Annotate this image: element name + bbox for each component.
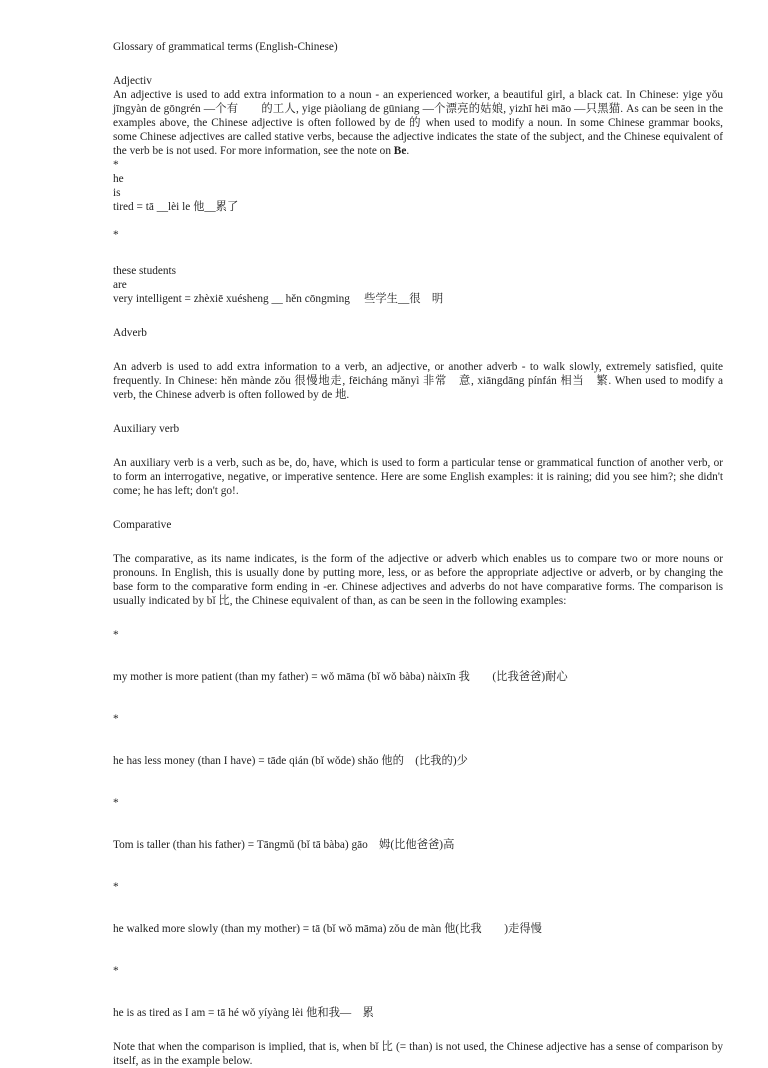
example-star: * [113,881,119,893]
example-line: * [113,159,119,171]
adjective-paragraph-link-be: Be [393,145,407,157]
example-line: he walked more slowly (than my mother) = tā (bǐ wǒ māma) zǒu de màn 他(比我 )走得慢 [113,923,542,935]
example-star: * [113,965,119,977]
example-star: * [113,713,119,725]
example-line: tired = tā __lèi le 他__累了 [113,201,239,213]
section-heading-auxiliary-verb: Auxiliary verb [113,423,180,435]
example-line: are [113,279,127,291]
document-page [113,40,723,1068]
adjective-paragraph [113,88,723,158]
example-star: * [113,629,119,641]
example-star: * [113,229,119,241]
comparative-paragraph: The comparative, as its name indicates, is the form of the adjective or adverb which enables us to compare two or more nouns or pronouns. In English, this is usually done by putting more, less, or as before the appropriate adjective or adverb, or by changing the base form to the comparative form ending in -er. Chinese adjectives and adverbs do not have comparative forms. The comparison is usually indicated by bǐ 比, the Chinese equivalent of than, as can be seen in the following examples: [113,553,723,607]
example-line: my mother is more patient (than my father) = wǒ māma (bǐ wǒ bàba) nàixīn 我 (比我爸爸)耐心 [113,671,568,683]
example-line: he is as tired as I am = tā hé wǒ yíyàng lèi 他和我— 累 [113,1007,374,1019]
adjective-paragraph-text: An adjective is used to add extra information to a noun - an experienced worker, a beautiful girl, a black cat. In Chinese: yige yǒu jīngyàn de gōngrén —个有 的工人, yige piàoliang de gūniang —个漂亮的姑娘, yizhī hēi māo —只黑猫. As can be seen in the examples above, the Chinese adjective is often followed by de 的 when used to modify a noun. In some Chinese grammar books, some Chinese adjectives are called stative verbs, because the adjective indicates the state of the subject, and the Chinese equivalent of the verb be is not used. For more information, see the note on [113,89,723,157]
example-line: very intelligent = zhèxiē xuésheng __ hěn cōngming 些学生__很 明 [113,293,444,305]
adjective-paragraph-end: . [406,145,410,157]
document-title: Glossary of grammatical terms (English-Chinese) [113,41,338,53]
example-line: he has less money (than I have) = tāde qián (bǐ wǒde) shǎo 他的 (比我的)少 [113,755,468,767]
example-line: Tom is taller (than his father) = Tāngmǔ (bǐ tā bàba) gāo 姆(比他爸爸)高 [113,839,455,851]
section-heading-adjective: Adjectiv [113,75,152,87]
auxiliary-paragraph: An auxiliary verb is a verb, such as be, do, have, which is used to form a particular tense or grammatical function of another verb, or to form an interrogative, negative, or imperative sentence. Here are some English examples: it is raining; did you see him?; she didn't come; he has left; don't go!. [113,457,723,497]
comparative-note: Note that when the comparison is implied, that is, when bǐ 比 (= than) is not used, the Chinese adjective has a sense of comparison by itself, as in the example below. [113,1041,723,1067]
section-heading-comparative: Comparative [113,519,172,531]
adverb-paragraph: An adverb is used to add extra information to a verb, an adjective, or another adverb - to walk slowly, extremely satisfied, quite frequently. In Chinese: hěn mànde zǒu 很慢地走, fēicháng mǎnyì 非常 意, xiāngdāng pínfán 相当 繁. When used to modify a verb, the Chinese adverb is often followed by de 地. [113,361,723,401]
example-line: he [113,173,124,185]
section-heading-adverb: Adverb [113,327,147,339]
example-star: * [113,797,119,809]
example-line: is [113,187,121,199]
example-line: these students [113,265,177,277]
